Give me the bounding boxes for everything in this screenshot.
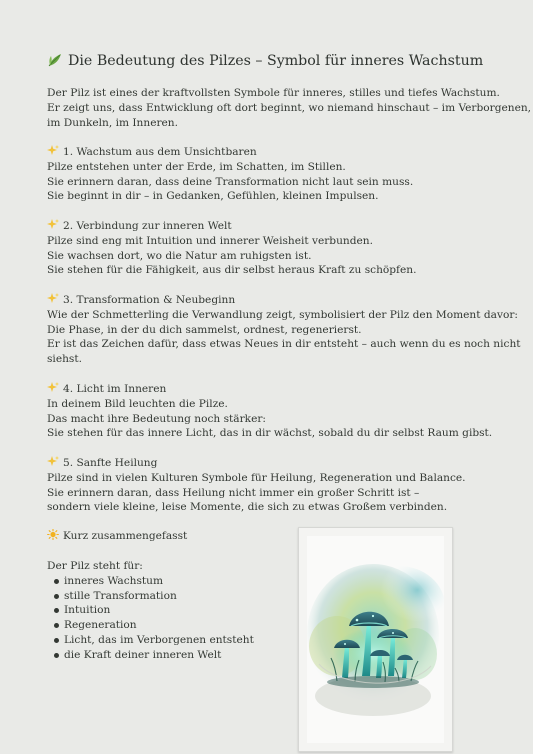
section-line: Er ist das Zeichen dafür, dass etwas Neues in dir entsteht – auch wenn du es noch nicht	[47, 338, 521, 351]
list-item: Intuition	[47, 603, 254, 618]
section-3	[47, 293, 521, 367]
section-line: Sie beginnt in dir – in Gedanken, Gefühlen, kleinen Impulsen.	[47, 190, 379, 203]
intro-line: Der Pilz ist eines der kraftvollsten Symbole für inneres, stilles und tiefes Wachstum.	[47, 87, 500, 99]
section-heading: 2. Verbindung zur inneren Welt	[47, 219, 416, 234]
list-item: Regeneration	[47, 618, 254, 633]
sparkles-icon	[47, 382, 59, 393]
section-line: Sie wachsen dort, wo die Natur am ruhigsten ist.	[47, 249, 312, 262]
section-line: In deinem Bild leuchten die Pilze.	[47, 397, 228, 410]
glowing-mushrooms-illustration	[307, 536, 444, 743]
section-line: Pilze entstehen unter der Erde, im Schatten, im Stillen.	[47, 160, 346, 173]
section-heading: 3. Transformation & Neubeginn	[47, 293, 521, 308]
sparkles-icon	[47, 145, 59, 156]
summary-intro: Der Pilz steht für:	[47, 560, 143, 572]
sparkles-icon	[47, 293, 59, 304]
section-heading: 1. Wachstum aus dem Unsichtbaren	[47, 145, 413, 160]
section-line: Wie der Schmetterling die Verwandlung zeigt, symbolisiert der Pilz den Moment davor:	[47, 308, 518, 321]
section-4	[47, 382, 492, 441]
section-line: Sie erinnern daran, dass Heilung nicht immer ein großer Schritt ist –	[47, 486, 420, 499]
section-5	[47, 456, 466, 515]
list-item: stille Transformation	[47, 589, 254, 604]
section-2	[47, 219, 416, 278]
section-heading: 5. Sanfte Heilung	[47, 456, 466, 471]
title-text: Die Bedeutung des Pilzes – Symbol für inneres Wachstum	[68, 53, 484, 69]
section-line: siehst.	[47, 353, 82, 366]
artwork-canvas	[307, 536, 444, 743]
summary-list	[47, 574, 254, 663]
section-line: Sie erinnern daran, dass deine Transformation nicht laut sein muss.	[47, 175, 414, 188]
intro-line: Er zeigt uns, dass Entwicklung oft dort beginnt, wo niemand hinschaut – im Verborgenen,	[47, 101, 532, 114]
section-1	[47, 145, 413, 204]
section-line: Sie stehen für das innere Licht, das in dir wächst, sobald du dir selbst Raum gibst.	[47, 427, 493, 440]
list-item: inneres Wachstum	[47, 574, 254, 589]
leaf-icon	[47, 53, 63, 67]
page-title	[47, 53, 483, 69]
sun-icon	[47, 529, 59, 540]
list-item: Licht, das im Verborgenen entsteht	[47, 633, 254, 648]
section-heading: 4. Licht im Inneren	[47, 382, 492, 397]
section-line: Pilze sind eng mit Intuition und innerer Weisheit verbunden.	[47, 234, 373, 247]
section-line: Sie stehen für die Fähigkeit, aus dir selbst heraus Kraft zu schöpfen.	[47, 264, 417, 277]
framed-mushroom-artwork	[298, 527, 453, 752]
section-line: sondern viele kleine, leise Momente, die sich zu etwas Großem verbinden.	[47, 501, 448, 514]
intro-paragraph	[47, 86, 531, 130]
section-line: Das macht ihre Bedeutung noch stärker:	[47, 412, 266, 425]
summary-heading: Kurz zusammengefasst	[47, 529, 187, 544]
section-line: Pilze sind in vielen Kulturen Symbole für Heilung, Regeneration und Balance.	[47, 471, 466, 484]
section-line: Die Phase, in der du dich sammelst, ordnest, regenerierst.	[47, 323, 362, 336]
sparkles-icon	[47, 219, 59, 230]
sparkles-icon	[47, 456, 59, 467]
summary-list-block	[47, 559, 254, 663]
list-item: die Kraft deiner inneren Welt	[47, 648, 254, 663]
intro-line: im Dunkeln, im Inneren.	[47, 116, 178, 129]
